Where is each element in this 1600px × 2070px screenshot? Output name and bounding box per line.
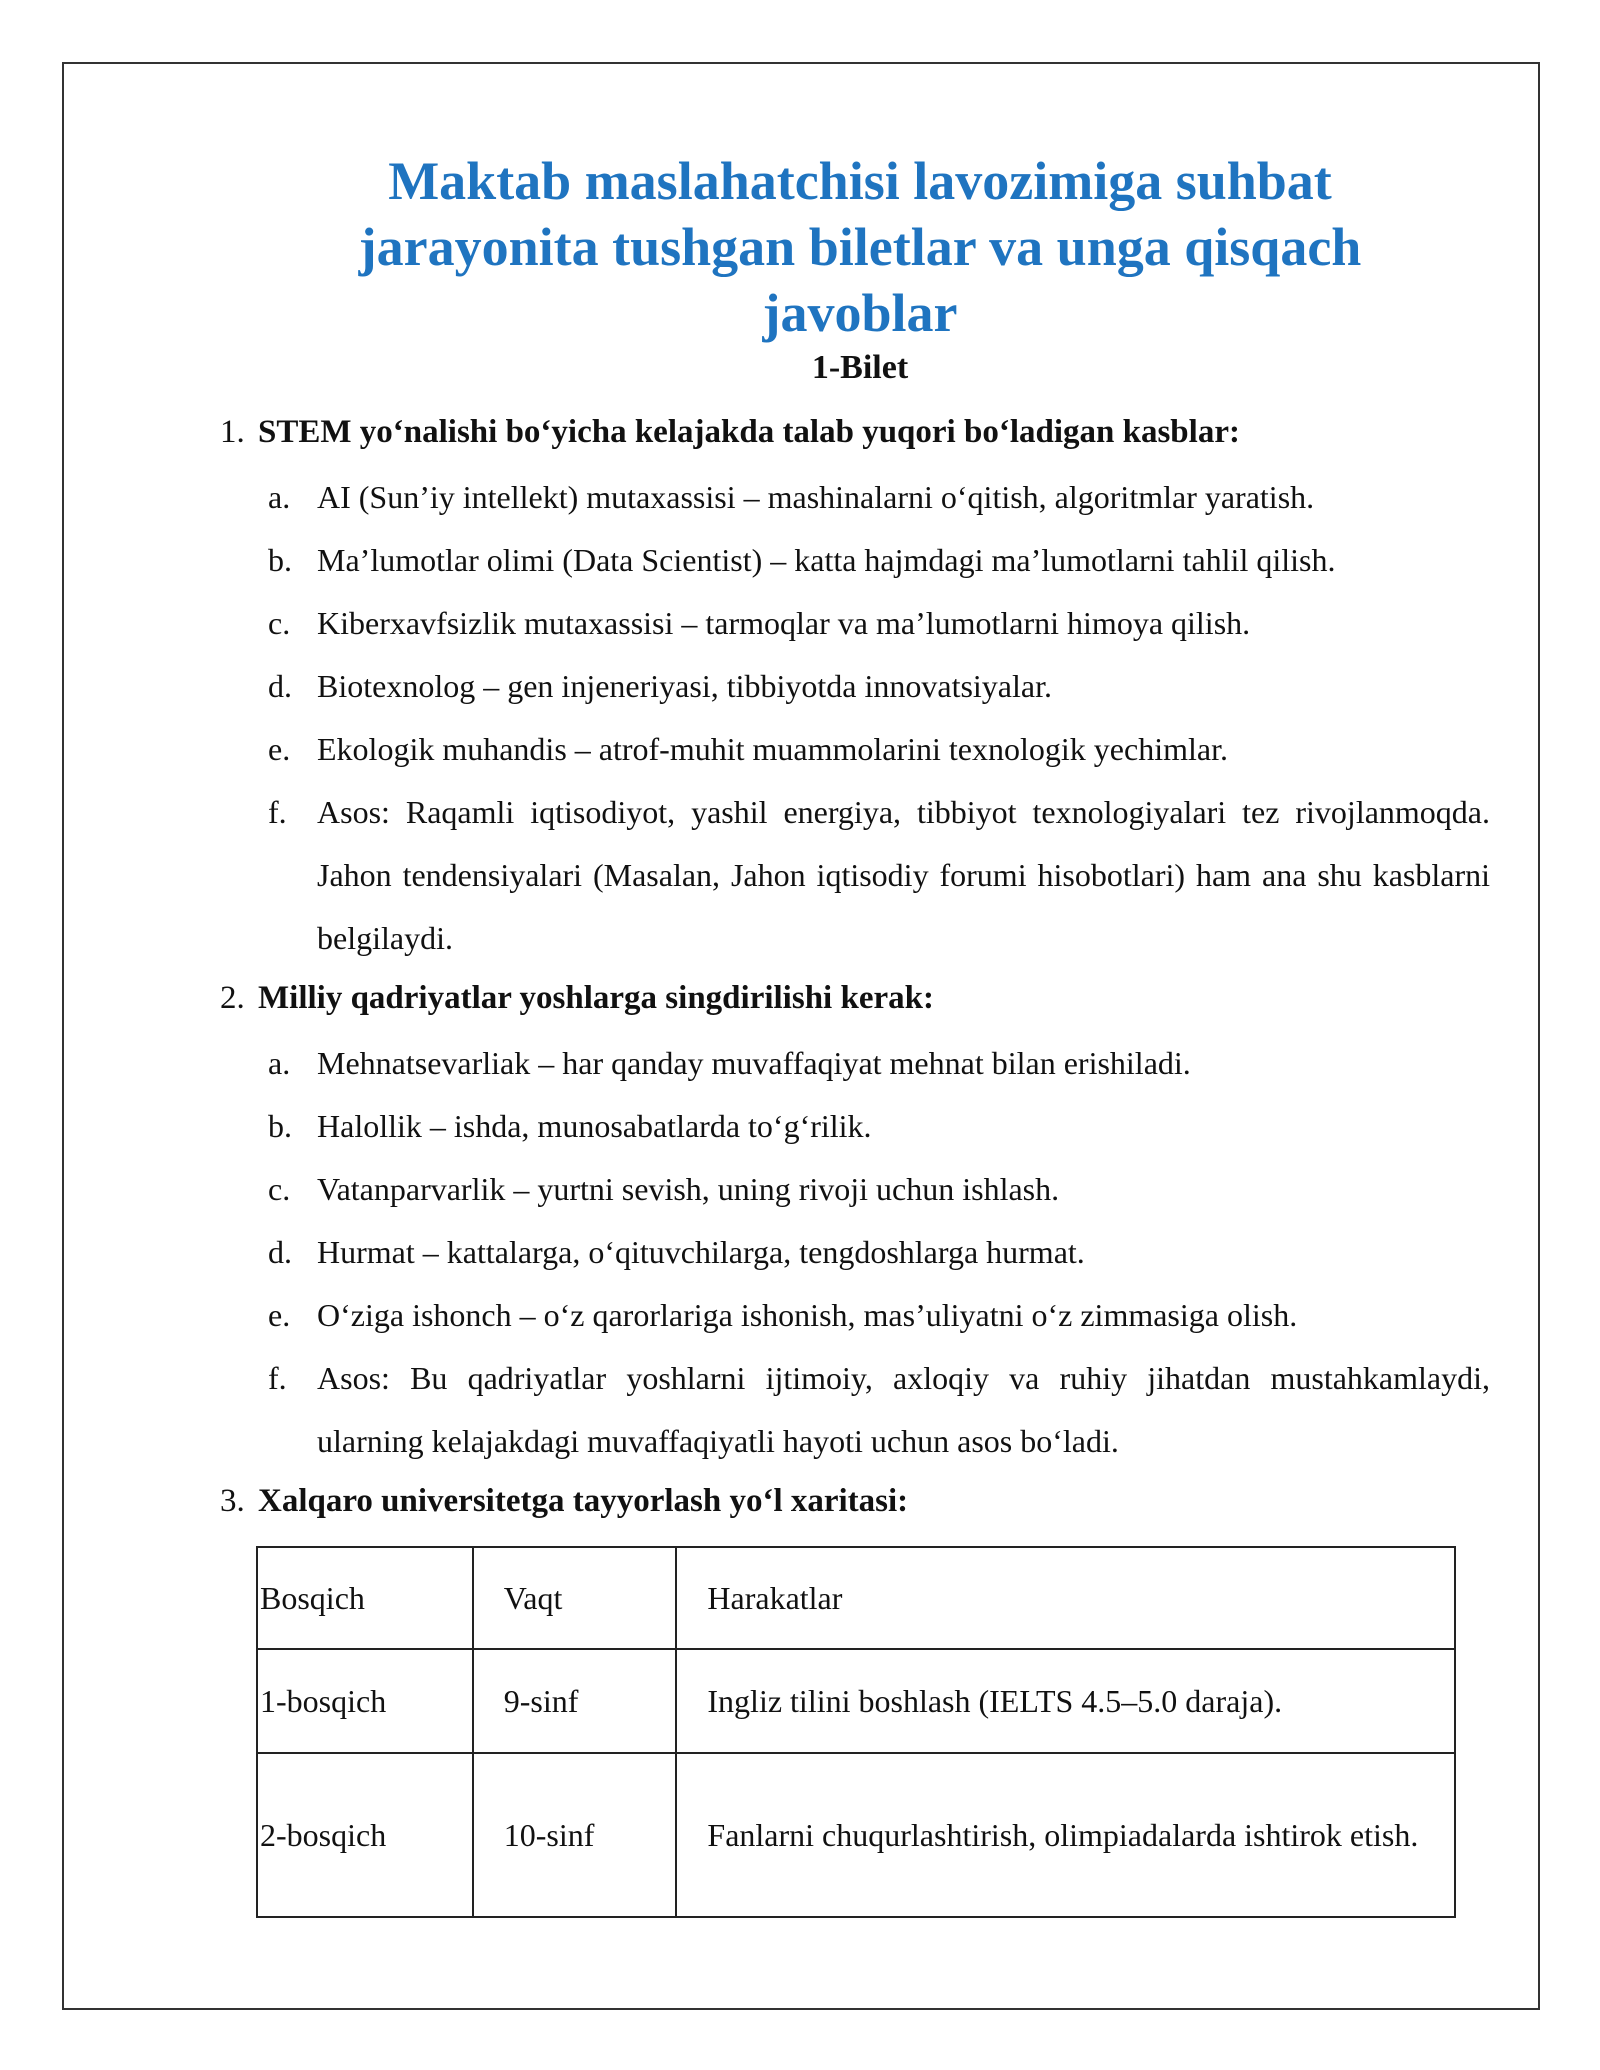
- list-item: [268, 718, 1490, 781]
- list-marker: c.: [268, 1171, 291, 1207]
- table-header-row: [257, 1547, 1455, 1649]
- list-marker: a.: [268, 479, 291, 515]
- table-header-cell: Vaqt: [473, 1547, 677, 1649]
- table-cell: 10-sinf: [473, 1753, 677, 1917]
- table-cell: Fanlarni chuqurlashtirish, olimpiadalarda ishtirok etish.: [676, 1753, 1455, 1917]
- list-item: [268, 655, 1490, 718]
- title-line-3: javoblar: [762, 283, 958, 343]
- table-row: [257, 1753, 1455, 1917]
- table-cell: 9-sinf: [473, 1649, 677, 1753]
- list-text: Halollik – ishda, munosabatlarda to‘g‘rilik.: [317, 1108, 872, 1144]
- question-2-heading: [220, 978, 934, 1018]
- list-marker: b.: [268, 1108, 292, 1144]
- question-3-heading: [220, 1481, 908, 1521]
- list-text: Ekologik muhandis – atrof-muhit muammolarini texnologik yechimlar.: [317, 731, 1228, 767]
- list-text: Ma’lumotlar olimi (Data Scientist) – katta hajmdagi ma’lumotlarni tahlil qilish.: [317, 542, 1336, 578]
- list-item: [268, 1347, 1490, 1473]
- list-item: [268, 781, 1490, 970]
- question-number: 3.: [220, 1483, 245, 1519]
- title-line-1: Maktab maslahatchisi lavozimiga suhbat: [388, 151, 1332, 211]
- question-number: 2.: [220, 980, 245, 1016]
- question-text: Xalqaro universitetga tayyorlash yo‘l xaritasi:: [258, 1483, 909, 1519]
- list-item: [268, 1158, 1490, 1221]
- list-item: [268, 466, 1490, 529]
- table-cell: 1-bosqich: [257, 1649, 473, 1753]
- list-item: [268, 1284, 1490, 1347]
- list-text: Asos: Raqamli iqtisodiyot, yashil energiya, tibbiyot texnologiyalari tez rivojlanmoqda. Jahon tendensiyalari (Masalan, Jahon iqtisodiy forumi hisobotlari) ham ana shu kasblarni belgilaydi.: [317, 794, 1490, 956]
- list-marker: b.: [268, 542, 292, 578]
- list-text: Mehnatsevarliak – har qanday muvaffaqiyat mehnat bilan erishiladi.: [317, 1045, 1191, 1081]
- title-line-2: jarayonita tushgan biletlar va unga qisqach: [358, 217, 1362, 277]
- list-marker: e.: [268, 731, 291, 767]
- list-text: Kiberxavfsizlik mutaxassisi – tarmoqlar va ma’lumotlarni himoya qilish.: [317, 605, 1251, 641]
- table-header-cell: Bosqich: [257, 1547, 473, 1649]
- list-text: AI (Sun’iy intellekt) mutaxassisi – mashinalarni o‘qitish, algoritmlar yaratish.: [317, 479, 1315, 515]
- list-marker: f.: [268, 1360, 287, 1396]
- question-text: STEM yo‘nalishi bo‘yicha kelajakda talab yuqori bo‘ladigan kasblar:: [258, 414, 1240, 450]
- list-item: [268, 529, 1490, 592]
- table-row: [257, 1649, 1455, 1753]
- list-text: Asos: Bu qadriyatlar yoshlarni ijtimoiy, axloqiy va ruhiy jihatdan mustahkamlaydi, ularning kelajakdagi muvaffaqiyatli hayoti uchun asos bo‘ladi.: [317, 1360, 1490, 1459]
- question-text: Milliy qadriyatlar yoshlarga singdirilishi kerak:: [258, 980, 934, 1016]
- ticket-number: 1-Bilet: [811, 349, 909, 386]
- list-marker: f.: [268, 794, 287, 830]
- list-marker: e.: [268, 1297, 291, 1333]
- list-marker: c.: [268, 605, 291, 641]
- list-text: O‘ziga ishonch – o‘z qarorlariga ishonish, mas’uliyatni o‘z zimmasiga olish.: [317, 1297, 1298, 1333]
- roadmap-table: [256, 1546, 1456, 1918]
- list-item: [268, 1221, 1490, 1284]
- question-1-heading: [220, 412, 1240, 452]
- table-cell: 2-bosqich: [257, 1753, 473, 1917]
- list-text: Vatanparvarlik – yurtni sevish, uning rivoji uchun ishlash.: [317, 1171, 1060, 1207]
- question-number: 1.: [220, 414, 245, 450]
- list-item: [268, 1095, 1490, 1158]
- table-header-cell: Harakatlar: [676, 1547, 1455, 1649]
- list-marker: d.: [268, 1234, 292, 1270]
- list-item: [268, 592, 1490, 655]
- list-text: Biotexnolog – gen injeneriyasi, tibbiyotda innovatsiyalar.: [317, 668, 1052, 704]
- table-cell: Ingliz tilini boshlash (IELTS 4.5–5.0 daraja).: [676, 1649, 1455, 1753]
- document-title: [230, 148, 1490, 346]
- list-text: Hurmat – kattalarga, o‘qituvchilarga, tengdoshlarga hurmat.: [317, 1234, 1085, 1270]
- list-marker: a.: [268, 1045, 291, 1081]
- list-item: [268, 1032, 1490, 1095]
- list-marker: d.: [268, 668, 292, 704]
